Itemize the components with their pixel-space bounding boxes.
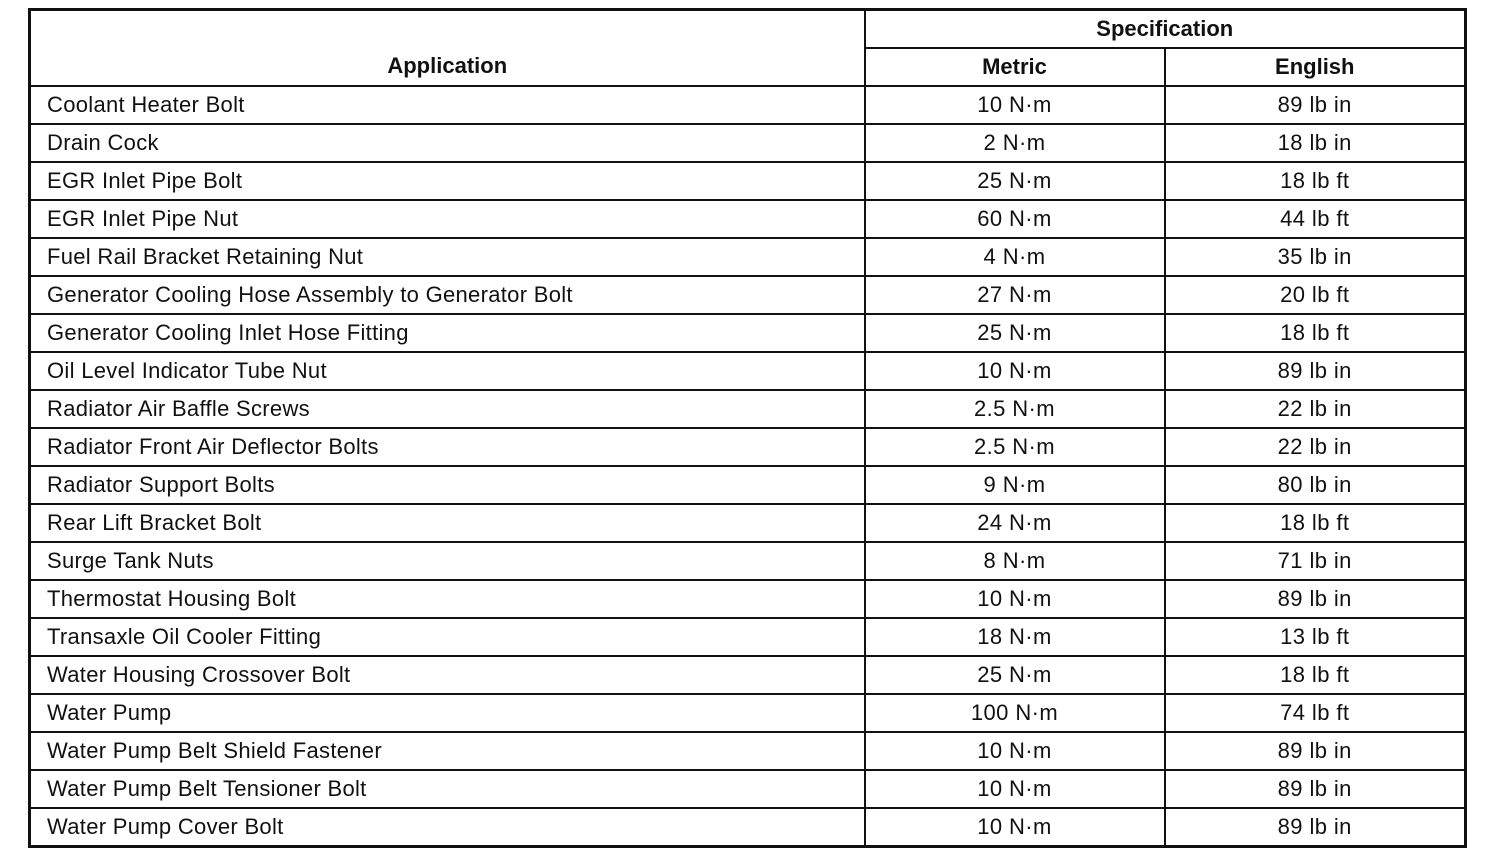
application-column-header: Application — [30, 10, 865, 87]
header-row-top — [30, 10, 1466, 49]
application-cell: Water Pump Belt Tensioner Bolt — [30, 770, 865, 808]
metric-value-cell: 24 N·m — [865, 504, 1165, 542]
english-value-cell: 80 lb in — [1165, 466, 1466, 504]
english-value-cell: 18 lb ft — [1165, 656, 1466, 694]
table-row — [30, 542, 1466, 580]
application-cell: Radiator Front Air Deflector Bolts — [30, 428, 865, 466]
metric-value-cell: 9 N·m — [865, 466, 1165, 504]
english-value-cell: 22 lb in — [1165, 428, 1466, 466]
table-row — [30, 580, 1466, 618]
application-cell: Water Pump — [30, 694, 865, 732]
metric-value-cell: 10 N·m — [865, 86, 1165, 124]
application-cell: Rear Lift Bracket Bolt — [30, 504, 865, 542]
metric-value-cell: 4 N·m — [865, 238, 1165, 276]
english-value-cell: 18 lb ft — [1165, 504, 1466, 542]
table-header — [30, 10, 1466, 87]
application-cell: Thermostat Housing Bolt — [30, 580, 865, 618]
metric-value-cell: 8 N·m — [865, 542, 1165, 580]
table-row — [30, 276, 1466, 314]
table-body — [30, 86, 1466, 847]
application-cell: Generator Cooling Inlet Hose Fitting — [30, 314, 865, 352]
english-value-cell: 89 lb in — [1165, 770, 1466, 808]
table-row — [30, 732, 1466, 770]
english-value-cell: 13 lb ft — [1165, 618, 1466, 656]
table-row — [30, 238, 1466, 276]
application-cell: EGR Inlet Pipe Nut — [30, 200, 865, 238]
application-cell: Transaxle Oil Cooler Fitting — [30, 618, 865, 656]
metric-value-cell: 25 N·m — [865, 656, 1165, 694]
metric-value-cell: 60 N·m — [865, 200, 1165, 238]
metric-value-cell: 2 N·m — [865, 124, 1165, 162]
application-cell: EGR Inlet Pipe Bolt — [30, 162, 865, 200]
english-value-cell: 89 lb in — [1165, 808, 1466, 847]
metric-value-cell: 27 N·m — [865, 276, 1165, 314]
specification-column-header: Specification — [865, 10, 1466, 49]
application-cell: Oil Level Indicator Tube Nut — [30, 352, 865, 390]
english-value-cell: 22 lb in — [1165, 390, 1466, 428]
table-row — [30, 808, 1466, 847]
table-row — [30, 618, 1466, 656]
table-row — [30, 124, 1466, 162]
application-cell: Drain Cock — [30, 124, 865, 162]
english-value-cell: 74 lb ft — [1165, 694, 1466, 732]
metric-value-cell: 18 N·m — [865, 618, 1165, 656]
table-row — [30, 390, 1466, 428]
english-value-cell: 44 lb ft — [1165, 200, 1466, 238]
application-cell: Radiator Support Bolts — [30, 466, 865, 504]
english-value-cell: 35 lb in — [1165, 238, 1466, 276]
english-value-cell: 18 lb ft — [1165, 314, 1466, 352]
table-row — [30, 200, 1466, 238]
fastener-specification-table — [28, 8, 1467, 848]
metric-value-cell: 25 N·m — [865, 162, 1165, 200]
application-cell: Water Pump Cover Bolt — [30, 808, 865, 847]
application-cell: Fuel Rail Bracket Retaining Nut — [30, 238, 865, 276]
application-cell: Water Housing Crossover Bolt — [30, 656, 865, 694]
table-row — [30, 504, 1466, 542]
english-value-cell: 89 lb in — [1165, 580, 1466, 618]
metric-column-header: Metric — [865, 48, 1165, 86]
english-value-cell: 71 lb in — [1165, 542, 1466, 580]
metric-value-cell: 2.5 N·m — [865, 428, 1165, 466]
table-row — [30, 162, 1466, 200]
english-value-cell: 89 lb in — [1165, 86, 1466, 124]
application-cell: Generator Cooling Hose Assembly to Generator Bolt — [30, 276, 865, 314]
application-cell: Radiator Air Baffle Screws — [30, 390, 865, 428]
table-row — [30, 770, 1466, 808]
english-value-cell: 20 lb ft — [1165, 276, 1466, 314]
metric-value-cell: 10 N·m — [865, 808, 1165, 847]
table-row — [30, 694, 1466, 732]
table-row — [30, 314, 1466, 352]
table-row — [30, 428, 1466, 466]
application-cell: Surge Tank Nuts — [30, 542, 865, 580]
metric-value-cell: 2.5 N·m — [865, 390, 1165, 428]
metric-value-cell: 100 N·m — [865, 694, 1165, 732]
english-value-cell: 18 lb ft — [1165, 162, 1466, 200]
english-value-cell: 89 lb in — [1165, 732, 1466, 770]
metric-value-cell: 10 N·m — [865, 352, 1165, 390]
application-cell: Water Pump Belt Shield Fastener — [30, 732, 865, 770]
english-value-cell: 18 lb in — [1165, 124, 1466, 162]
english-column-header: English — [1165, 48, 1466, 86]
table-row — [30, 466, 1466, 504]
metric-value-cell: 10 N·m — [865, 580, 1165, 618]
application-cell: Coolant Heater Bolt — [30, 86, 865, 124]
table-row — [30, 656, 1466, 694]
table-row — [30, 86, 1466, 124]
metric-value-cell: 10 N·m — [865, 770, 1165, 808]
table-row — [30, 352, 1466, 390]
english-value-cell: 89 lb in — [1165, 352, 1466, 390]
metric-value-cell: 10 N·m — [865, 732, 1165, 770]
metric-value-cell: 25 N·m — [865, 314, 1165, 352]
